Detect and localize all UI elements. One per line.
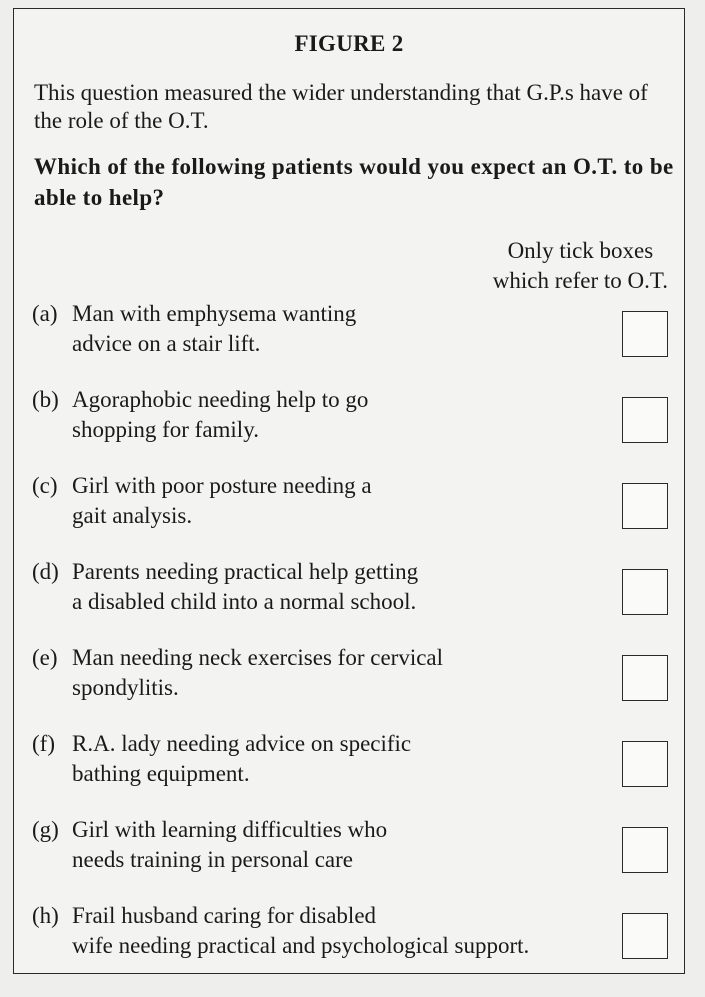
- tick-box-d[interactable]: [622, 569, 668, 615]
- item-text-line-1: Parents needing practical help getting: [72, 559, 419, 584]
- item-letter: (h): [32, 903, 59, 928]
- instruction-text: [493, 236, 668, 296]
- tick-box-a[interactable]: [622, 311, 668, 357]
- item-text-line-1: Man with emphysema wanting: [72, 301, 357, 326]
- intro-text: This question measured the wider understanding that G.P.s have of the role of the O.T.: [34, 80, 648, 133]
- list-item-b: [32, 385, 672, 445]
- item-text-line-1: Frail husband caring for disabled: [72, 903, 377, 928]
- item-text: [72, 557, 617, 617]
- item-text-line-1: Girl with learning difficulties who: [72, 817, 388, 842]
- list-item-f: [32, 729, 672, 789]
- item-text-line-2: advice on a stair lift.: [72, 331, 261, 356]
- item-text: [72, 299, 617, 359]
- item-letter: (e): [32, 645, 58, 670]
- tick-box-h[interactable]: [622, 913, 668, 959]
- item-text-line-2: wife needing practical and psychological support.: [72, 933, 530, 958]
- item-text-line-2: shopping for family.: [72, 417, 259, 442]
- figure-frame: [13, 8, 685, 974]
- figure-title: FIGURE 2: [294, 31, 404, 56]
- instruction-line-1: Only tick boxes: [507, 238, 654, 263]
- tick-box-b[interactable]: [622, 397, 668, 443]
- item-letter: (g): [32, 817, 59, 842]
- item-text-line-1: Girl with poor posture needing a: [72, 473, 372, 498]
- item-text: [72, 385, 617, 445]
- item-letter: (d): [32, 559, 59, 584]
- item-text-line-2: gait analysis.: [72, 503, 193, 528]
- item-text-line-2: a disabled child into a normal school.: [72, 589, 417, 614]
- list-item-g: [32, 815, 672, 875]
- list-item-d: [32, 557, 672, 617]
- item-text-line-2: bathing equipment.: [72, 761, 250, 786]
- tick-box-f[interactable]: [622, 741, 668, 787]
- item-text: [72, 901, 617, 961]
- item-text: [72, 643, 617, 703]
- item-text-line-1: R.A. lady needing advice on specific: [72, 731, 412, 756]
- list-item-c: [32, 471, 672, 531]
- item-letter: (a): [32, 301, 58, 326]
- item-text-line-1: Agoraphobic needing help to go: [72, 387, 369, 412]
- tick-box-g[interactable]: [622, 827, 668, 873]
- list-item-e: [32, 643, 672, 703]
- item-text-line-2: spondylitis.: [72, 675, 179, 700]
- item-text: [72, 471, 617, 531]
- tick-box-e[interactable]: [622, 655, 668, 701]
- list-item-a: [32, 299, 672, 359]
- item-text-line-1: Man needing neck exercises for cervical: [72, 645, 444, 670]
- list-item-h: [32, 901, 672, 961]
- item-text: [72, 729, 617, 789]
- item-letter: (c): [32, 473, 58, 498]
- item-text: [72, 815, 617, 875]
- item-letter: (b): [32, 387, 59, 412]
- instruction-line-2: which refer to O.T.: [492, 268, 668, 293]
- tick-box-c[interactable]: [622, 483, 668, 529]
- item-letter: (f): [32, 731, 55, 756]
- item-text-line-2: needs training in personal care: [72, 847, 353, 872]
- question-text: Which of the following patients would you expect an O.T. to be able to help?: [34, 154, 674, 210]
